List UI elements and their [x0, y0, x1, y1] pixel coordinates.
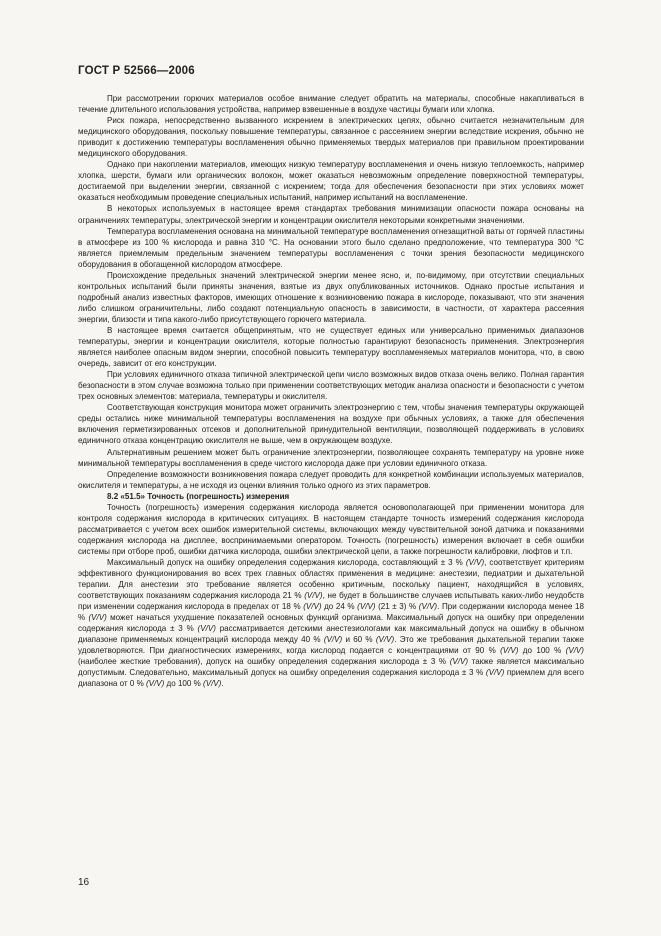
paragraph: Температура воспламенения основана на минимальной температуре воспламенения огнезащитной ваты от горячей пластины в атмосфере из 100 % кислорода и равна 310 °С. На основании этого было сделано предположение, что температура 300 °С является приемлемым предельным значением температуры воспламенения с точки зрения безопасности медицинского оборудования в обогащенной кислородом атмосфере. [78, 226, 584, 269]
text-run: (21 ± 3) % [375, 602, 419, 612]
paragraph: При условиях единичного отказа типичной электрической цепи число возможных видов отказа очень велико. Полная гарантия безопасности в этом случае возможна только при применении соответствующих методик анализа опасности и безопасности с учетом трех основных элементов: материала, температуры и окислителя. [78, 370, 584, 402]
paragraph: При рассмотрении горючих материалов особое внимание следует обратить на материалы, способные накапливаться в течение длительного использования устройства, например взвешенные в воздухе частицы бумаги или хлопка. [78, 94, 584, 115]
unit-vv: (V/V) [304, 591, 323, 601]
text-run: . [221, 679, 224, 689]
unit-vv: (V/V) [465, 557, 485, 567]
page-number: 16 [78, 877, 90, 888]
text-run: до 24 % [321, 602, 358, 612]
paragraph: Однако при накоплении материалов, имеющих низкую температуру воспламенения и очень низкую теплоемкость, например хлопка, шерсти, бумаги или органических волокон, может оказаться невозможным определение поверхностной температуры, достигаемой при выделении энергии, связанной с искрением; тогда для обеспечения безопасности при этих условиях может оказаться необходимым проведение специальных испытаний, например испытаний на воспламенение. [78, 160, 584, 203]
paragraph: Происхождение предельных значений электрической энергии менее ясно, и, по-видимому, при отсутствии специальных контрольных испытаний были приняты значения, взятые из двух опубликованных источников. Однако простые испытания и подробный анализ известных факторов, имеющих отношение к возникновению пожара в кислороде, показывают, что эти значения либо слишком ограничительны, либо создают потенциальную опасность в зависимости, в частности, от характера рассеяния энергии, близости и типа какого-либо присутствующего горючего материала. [78, 270, 584, 324]
paragraph: Альтернативным решением может быть ограничение электроэнергии, позволяющее сохранять температуру на уровне ниже минимальной температуры воспламенения в среде чистого кислорода даже при условии единичного отказа. [78, 447, 584, 468]
text-run: также является максимально допустимым. Следовательно, максимальный допуск на ошибку определения содержания кислорода ± 3 % [78, 657, 585, 678]
unit-vv: (V/V) [203, 679, 222, 689]
paragraph: В настоящее время считается общепринятым, что не существует единых или универсально применимых диапазонов температуры, энергии и концентрации окислителя, которые полностью гарантируют безопасность применения. Электроэнергия является наиболее опасным видом энергии, способной повысить температуру воспламеняемых материалов монитора, что, в свою очередь, зависит от его конструкции. [78, 325, 584, 369]
document-body [78, 93, 584, 690]
document-header: ГОСТ Р 52566—2006 [78, 65, 195, 77]
unit-vv: (V/V) [375, 635, 395, 645]
text-run: . Это же требования дыхательной терапии также удовлетворяются. При диагностических измерениях, когда кислород подается с концентрациями от 90 % [78, 635, 584, 656]
text-run: (наиболее жесткие требования), допуск на ошибку определения содержания кислорода ± 3 % [78, 657, 450, 667]
text-run: и 60 % [342, 635, 376, 645]
unit-vv: (V/V) [485, 668, 505, 678]
text-run: приемлем для всего диапазона от 0 % [78, 668, 584, 689]
unit-vv: (V/V) [357, 602, 376, 612]
text-run: рассматривается детскими анестезиологами как максимальный допуск на ошибку в обычном диапазоне применяемых концентраций кислорода между 40 % [78, 624, 584, 645]
section-heading: 8.2 «51.5» Точность (погрешность) измерения [107, 491, 290, 501]
unit-vv: (V/V) [197, 624, 216, 634]
text-run: , соответствует критериям эффективного функционирования во всех трех главных областях применения в медицине: анестезии, педиатрии и дыхательной терапии. Для анестезии это требование является особенно критичным, поскольку пациент, находящийся в условиях, соответствующих показаниям содержания кислорода 21 % [78, 557, 585, 601]
unit-vv: (V/V) [565, 646, 584, 656]
text-run: Максимальный допуск на ошибку определения содержания кислорода, составляющий ± 3 % [107, 557, 466, 567]
text-run: до 100 % [164, 679, 204, 689]
paragraph-tolerance [78, 557, 584, 690]
text-run: , не будет в большинстве случаев испытывать каких-либо неудобств при изменении содержания кислорода в пределах от 18 % [78, 591, 584, 612]
paragraph: Точность (погрешность) измерения содержания кислорода является основополагающей при применении монитора для контроля содержания кислорода в критических ситуациях. В настоящем стандарте точность измерений содержания кислорода рассматривается с учетом всех ошибок измерительной системы, включающих между чувствительной зоной датчика и показаниями содержания кислорода на дисплее, воспринимаемыми оператором. Точность (погрешность) измерения включает в себя ошибки системы при отборе проб, ошибки датчика кислорода, ошибки электрической цепи, а также погрешности калибровки, люфтов и т.п. [78, 502, 584, 556]
paragraph: Соответствующая конструкция монитора может ограничить электроэнергию с тем, чтобы значения температуры окружающей среды остались ниже минимальной температуры воспламенения на воздухе при обычных условиях, а также для обеспечения включения герметизированных отсеков и дополнительной принудительной вентиляции, позволяющей поддерживать в условиях единичного отказа концентрацию окислителя не выше, чем в окружающем воздухе. [78, 403, 584, 446]
paragraph: Риск пожара, непосредственно вызванного искрением в электрических цепях, обычно считается незначительным для медицинского оборудования, поскольку повышение температуры, связанное с рассеянием энергии вследствие искрения, обычно не приводит к достижению температуры воспламенения обычно применяемых твердых материалов при правильном проектировании медицинского оборудования. [78, 116, 584, 159]
text-run: может начаться ухудшение показателей основных функций организма. Максимальный допуск на ошибку при определении содержания кислорода ± 3 % [78, 613, 584, 634]
text-run: до 100 % [518, 646, 566, 656]
unit-vv: (V/V) [303, 602, 322, 612]
unit-vv: (V/V) [449, 657, 469, 667]
unit-vv: (V/V) [88, 613, 107, 623]
paragraph: В некоторых используемых в настоящее время стандартах требования минимизации опасности пожара основаны на ограничениях температуры, электрической энергии и концентрации окислителя некоторыми конкретными значениями. [78, 204, 584, 225]
unit-vv: (V/V) [418, 602, 438, 612]
unit-vv: (V/V) [145, 679, 165, 689]
unit-vv: (V/V) [323, 635, 343, 645]
unit-vv: (V/V) [500, 646, 519, 656]
text-run: . При содержании кислорода менее 18 % [78, 602, 584, 623]
paragraph: Определение возможности возникновения пожара следует проводить для конкретной комбинации используемых материалов, окислителя и температуры, а не исходя из оценки влияния только одного из этих параметров. [78, 469, 584, 490]
